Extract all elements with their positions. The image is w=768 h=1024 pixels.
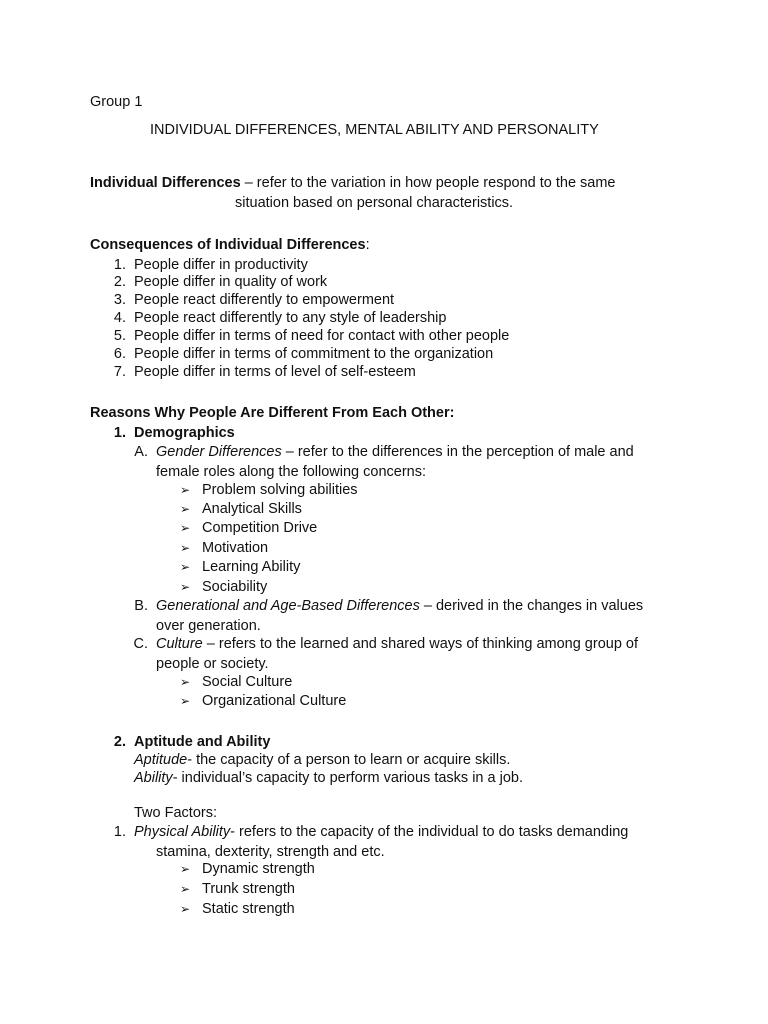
subitem-a-line-2: female roles along the following concerns: bbox=[156, 464, 427, 480]
subitem-b-line-2: over generation. bbox=[156, 618, 261, 634]
arrowhead-bullet-icon: ➢ bbox=[180, 694, 191, 708]
subitem-c-line-2: people or society. bbox=[156, 656, 269, 672]
list-item: ➢ Analytical Skills bbox=[180, 501, 302, 517]
arrowhead-bullet-icon: ➢ bbox=[180, 580, 191, 594]
arrowhead-bullet-icon: ➢ bbox=[180, 483, 191, 497]
list-item: ➢ Problem solving abilities bbox=[180, 482, 358, 498]
factor-1-line-2: stamina, dexterity, strength and etc. bbox=[156, 844, 385, 860]
definition-term: Individual Differences bbox=[90, 175, 241, 191]
list-item: ➢ Competition Drive bbox=[180, 520, 318, 536]
section-demographics: 1. Demographics bbox=[113, 425, 235, 441]
list-item: 7. People differ in terms of level of self-esteem bbox=[113, 364, 416, 380]
arrowhead-bullet-icon: ➢ bbox=[180, 675, 191, 689]
arrowhead-bullet-icon: ➢ bbox=[180, 902, 191, 916]
list-item: 1. People differ in productivity bbox=[113, 257, 308, 273]
list-item: 2. People differ in quality of work bbox=[113, 274, 328, 290]
list-item: ➢ Learning Ability bbox=[180, 559, 301, 575]
list-item: ➢ Sociability bbox=[180, 579, 268, 595]
reasons-heading: Reasons Why People Are Different From Each Other: bbox=[90, 405, 455, 421]
arrowhead-bullet-icon: ➢ bbox=[180, 502, 191, 516]
arrowhead-bullet-icon: ➢ bbox=[180, 862, 191, 876]
ability-definition: Ability- individual’s capacity to perform various tasks in a job. bbox=[134, 770, 523, 786]
consequences-heading: Consequences of Individual Differences: bbox=[90, 237, 370, 253]
group-label: Group 1 bbox=[90, 94, 143, 110]
aptitude-definition: Aptitude- the capacity of a person to learn or acquire skills. bbox=[134, 752, 511, 768]
subitem-c-line-1: C. Culture – refers to the learned and shared ways of thinking among group of bbox=[133, 636, 639, 652]
factor-1-line-1: 1. Physical Ability- refers to the capacity of the individual to do tasks demanding bbox=[113, 824, 629, 840]
section-aptitude: 2. Aptitude and Ability bbox=[113, 734, 271, 750]
definition-text-1: – refer to the variation in how people respond to the same bbox=[240, 175, 616, 191]
list-item: 4. People react differently to any style of leadership bbox=[113, 310, 447, 326]
list-item: ➢ Trunk strength bbox=[180, 881, 295, 897]
list-item: 6. People differ in terms of commitment to the organization bbox=[113, 346, 494, 362]
list-item: 5. People differ in terms of need for contact with other people bbox=[113, 328, 510, 344]
list-item: ➢ Dynamic strength bbox=[180, 861, 315, 877]
arrowhead-bullet-icon: ➢ bbox=[180, 882, 191, 896]
list-item: 3. People react differently to empowerment bbox=[113, 292, 395, 308]
list-item: ➢ Motivation bbox=[180, 540, 269, 556]
factors-label: Two Factors: bbox=[134, 805, 217, 821]
definition-text-2: situation based on personal characteristics. bbox=[235, 195, 514, 211]
document-title: INDIVIDUAL DIFFERENCES, MENTAL ABILITY AND PERSONALITY bbox=[150, 122, 599, 138]
definition-line-1 bbox=[90, 174, 616, 192]
arrowhead-bullet-icon: ➢ bbox=[180, 521, 191, 535]
subitem-b-line-1: B. Generational and Age-Based Differences – derived in the changes in values bbox=[134, 598, 644, 614]
list-item: ➢ Social Culture bbox=[180, 674, 293, 690]
list-item: ➢ Organizational Culture bbox=[180, 693, 347, 709]
list-item: ➢ Static strength bbox=[180, 901, 295, 917]
subitem-a-line-1: A. Gender Differences – refer to the differences in the perception of male and bbox=[134, 444, 634, 460]
arrowhead-bullet-icon: ➢ bbox=[180, 541, 191, 555]
arrowhead-bullet-icon: ➢ bbox=[180, 560, 191, 574]
